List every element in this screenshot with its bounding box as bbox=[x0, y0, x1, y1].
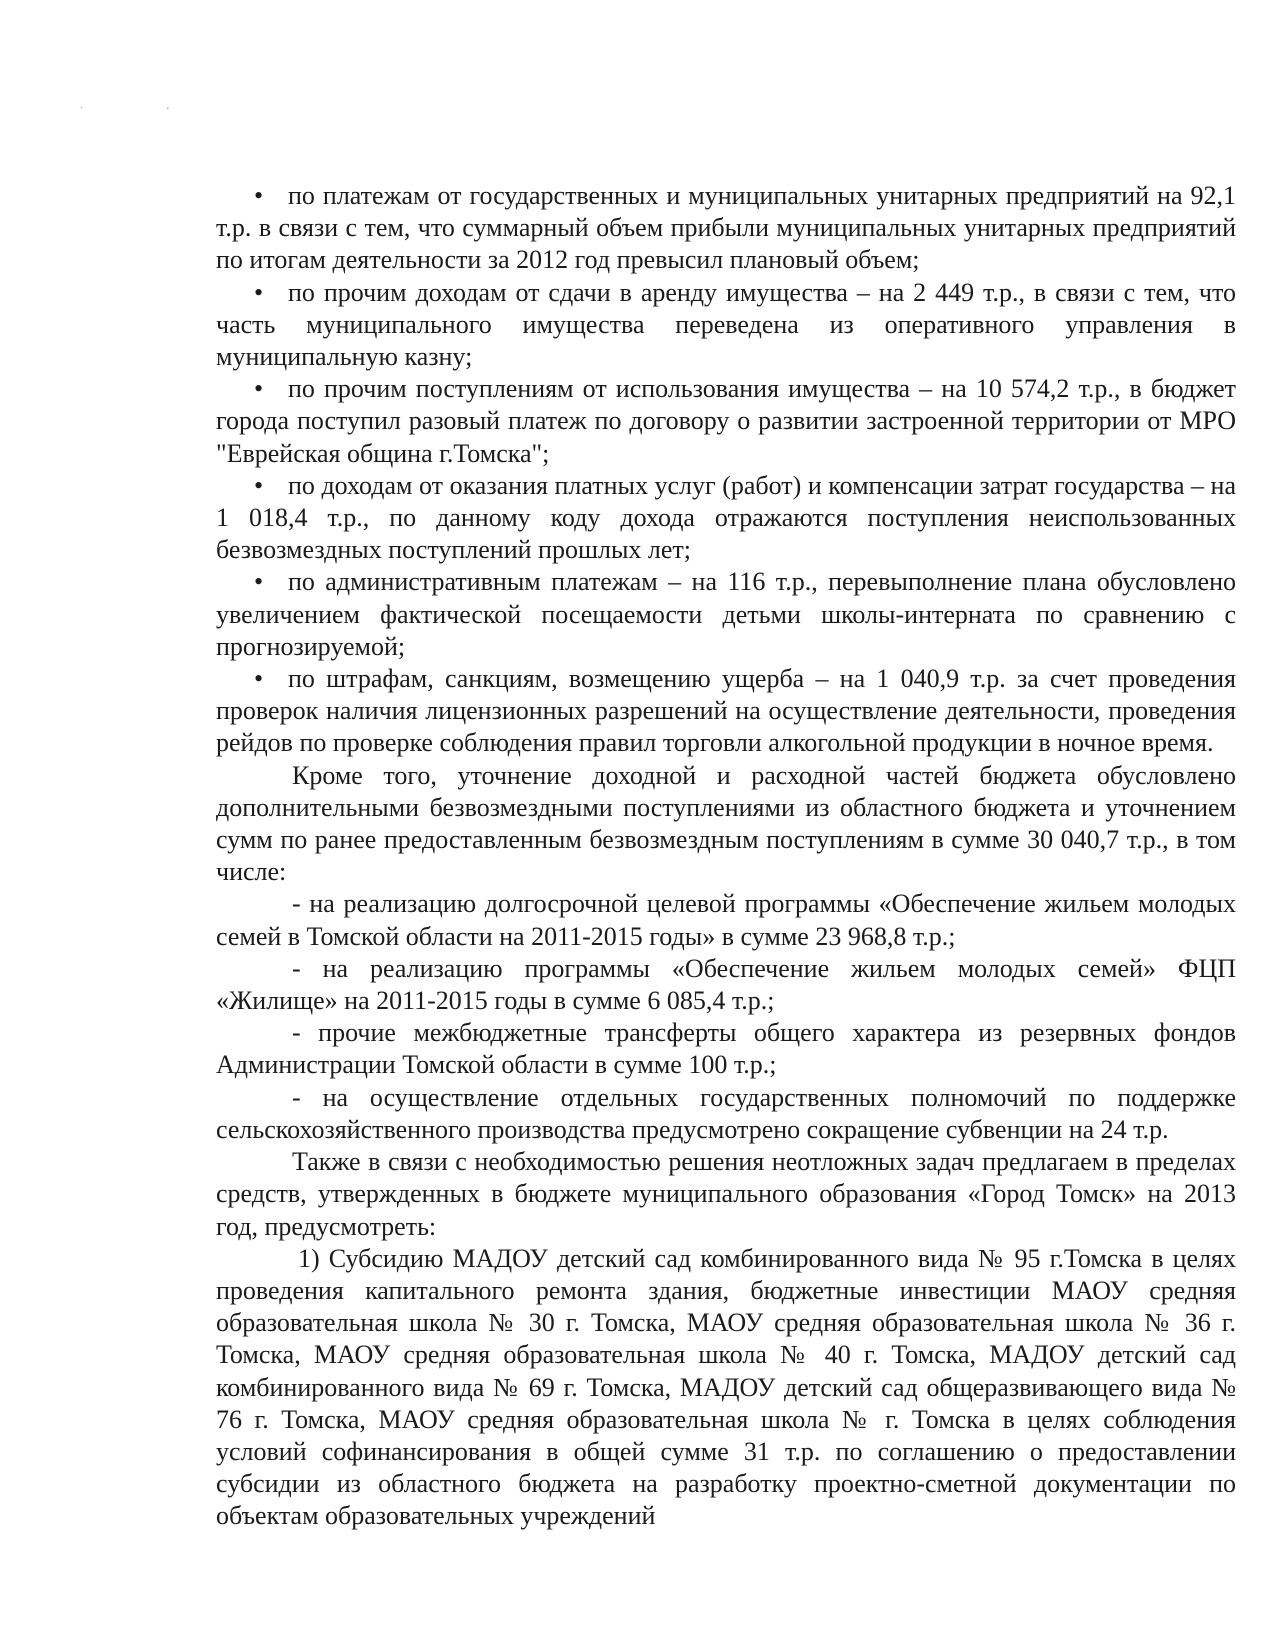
bullet-text: по доходам от оказания платных услуг (работ) и компенсации затрат государства – на 1 018,4 т.р., по данному коду дохода отражаются поступления неиспользованных безвозмездных поступлений прошлых лет; bbox=[216, 470, 1236, 565]
bullet-marker: • bbox=[254, 470, 264, 500]
dash-item: - на реализацию программы «Обеспечение жильем молодых семей» ФЦП «Жилище» на 2011-2015 годы в сумме 6 085,4 т.р.; bbox=[216, 953, 1236, 1016]
bullet-marker: • bbox=[254, 374, 264, 404]
intro-paragraph: Кроме того, уточнение доходной и расходной частей бюджета обусловлено дополнительными безвозмездными поступлениями из областного бюджета и уточнением сумм по ранее предоставленным безвозмездным поступлениям в сумме 30 040,7 т.р., в том числе: bbox=[216, 760, 1236, 887]
dash-item: - прочие межбюджетные трансферты общего характера из резервных фондов Администрации Томской области в сумме 100 т.р.; bbox=[216, 1018, 1236, 1080]
document-body bbox=[216, 180, 1236, 1533]
bullet-item bbox=[216, 373, 1236, 470]
bullet-text: по платежам от государственных и муниципальных унитарных предприятий на 92,1 т.р. в связи с тем, что суммарный объем прибыли муниципальных унитарных предприятий по итогам деятельности за 2012 год превысил плановый объем; bbox=[216, 181, 1236, 275]
bullet-text: по прочим доходам от сдачи в аренду имущества – на 2 449 т.р., в связи с тем, что часть муниципального имущества переведена из оперативного управления в муниципальную казну; bbox=[216, 277, 1236, 372]
bullet-marker: • bbox=[254, 664, 264, 694]
bullet-item bbox=[216, 277, 1236, 374]
bullet-marker: • bbox=[254, 567, 264, 597]
tasks-paragraph: Также в связи с необходимостью решения неотложных задач предлагаем в пределах средств, утвержденных в бюджете муниципального образования «Город Томск» на 2013 год, предусмотреть: bbox=[216, 1147, 1236, 1241]
dash-item: - на осуществление отдельных государственных полномочий по поддержке сельскохозяйственного производства предусмотрено сокращение субвенции на 24 т.р. bbox=[216, 1082, 1236, 1144]
bullet-marker: • bbox=[254, 181, 264, 210]
bullet-text: по штрафам, санкциям, возмещению ущерба – на 1 040,9 т.р. за счет проведения проверок наличия лицензионных разрешений на осуществление деятельности, проведения рейдов по проверке соблюдения правил торговли алкогольной продукции в ночное время. bbox=[216, 664, 1236, 758]
bullet-item bbox=[216, 470, 1236, 567]
bullet-item bbox=[216, 180, 1236, 277]
bullet-text: по прочим поступлениям от использования имущества – на 10 574,2 т.р., в бюджет города поступил разовый платеж по договору о развитии застроенной территории от МРО "Еврейская община г.Томска"; bbox=[216, 374, 1236, 468]
bullet-item bbox=[216, 566, 1236, 663]
scan-marks: . , bbox=[80, 100, 210, 111]
dash-item: - на реализацию долгосрочной целевой программы «Обеспечение жильем молодых семей в Томской области на 2011-2015 годы» в сумме 23 968,8 т.р.; bbox=[216, 889, 1236, 951]
numbered-item: 1) Субсидию МАДОУ детский сад комбинированного вида № 95 г.Томска в целях проведения капитального ремонта здания, бюджетные инвестиции МАОУ средняя образовательная школа № 30 г. Томска, МАОУ средняя образовательная школа № 36 г. Томска, МАОУ средняя образовательная школа № 40 г. Томска, МАДОУ детский сад комбинированного вида № 69 г. Томска, МАДОУ детский сад общеразвивающего вида № 76 г. Томска, МАОУ средняя образовательная школа № г. Томска в целях соблюдения условий софинансирования в общей сумме 31 т.р. по соглашению о предоставлении субсидии из областного бюджета на разработку проектно-сметной документации по объектам образовательных учреждений bbox=[216, 1243, 1236, 1531]
bullet-marker: • bbox=[254, 277, 264, 307]
bullet-item bbox=[216, 663, 1236, 760]
bullet-text: по административным платежам – на 116 т.р., перевыполнение плана обусловлено увеличением фактической посещаемости детьми школы-интерната по сравнению с прогнозируемой; bbox=[216, 567, 1236, 661]
